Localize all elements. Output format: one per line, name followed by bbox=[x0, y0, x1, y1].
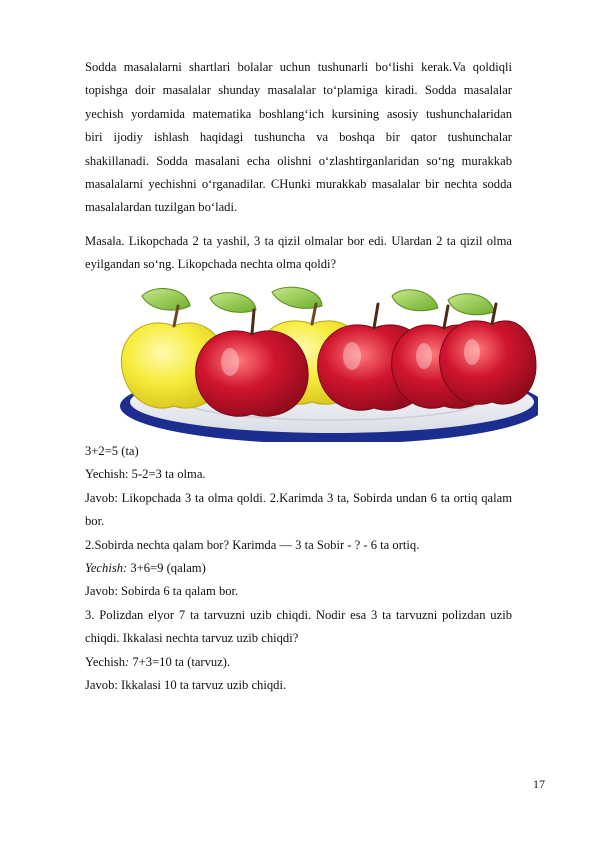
problem-paragraph bbox=[85, 230, 512, 277]
problem-line: chiqdi. Ikkalasi nechta tarvuz uzib chiqdi? bbox=[85, 631, 299, 646]
solution-line bbox=[85, 557, 512, 580]
paragraph-line: masalalarni yechishni o‘rganadilar. CHunki murakkab masalalar bir nechta sodda bbox=[85, 177, 512, 192]
answer-line: Javob: Ikkalasi 10 ta tarvuz uzib chiqdi. bbox=[85, 678, 287, 693]
red-apple-icon bbox=[440, 304, 536, 404]
intro-paragraph bbox=[85, 56, 512, 220]
paragraph-line: Sodda masalalarni shartlari bolalar uchun tushunarli bo‘lishi kerak.Va qoldiqli bbox=[85, 60, 512, 74]
solution-value: 3+6=9 (qalam) bbox=[127, 561, 206, 576]
solution-label: Yechish: bbox=[85, 561, 128, 576]
problem-line: 2.Sobirda nechta qalam bor? Karimda — 3 ta Sobir - ? - 6 ta ortiq. bbox=[85, 537, 420, 552]
paragraph-line: yechish yordamida matematika boshlang‘ich kursining asosiy tushunchalaridan bbox=[85, 106, 512, 121]
paragraph-line: masalalardan tuzilgan bo‘ladi. bbox=[85, 200, 238, 215]
equation-line: 3+2=5 (ta) bbox=[85, 444, 139, 458]
leaf-icon bbox=[142, 287, 322, 312]
leaf-icon bbox=[392, 290, 494, 315]
answer-line: Javob: Likopchada 3 ta olma qoldi. 2.Karimda 3 ta, Sobirda undan 6 ta ortiq qalam bbox=[85, 490, 512, 505]
problem-line: 3. Polizdan elyor 7 ta tarvuzni uzib chiqdi. Nodir esa 3 ta tarvuzni polizdan uzib bbox=[85, 607, 512, 622]
solution-colon: : bbox=[125, 654, 130, 669]
solution-line: Yechish: 5-2=3 ta olma. bbox=[85, 467, 206, 482]
answer-line: bor. bbox=[85, 514, 105, 529]
page-number: 17 bbox=[533, 777, 545, 791]
paragraph-line: eyilgandan so‘ng. Likopchada nechta olma qoldi? bbox=[85, 257, 337, 272]
solution-value: 7+3=10 ta (tarvuz). bbox=[129, 654, 231, 669]
answer-line: Javob: Sobirda 6 ta qalam bor. bbox=[85, 584, 239, 599]
paragraph-line: shakillanadi. Sodda masalani echa olishni o‘zlashtirganlaridan so‘ng murakkab bbox=[85, 153, 512, 168]
solution-label: Yechish bbox=[85, 654, 126, 669]
solution-line bbox=[85, 651, 512, 674]
paragraph-line: Masala. Likopchada 2 ta yashil, 3 ta qizil olmalar bor edi. Ulardan 2 ta qizil olma bbox=[85, 234, 512, 248]
paragraph-line: topishga doir masalalar shunday masalalar to‘plamiga kiradi. Sodda masalalar bbox=[85, 83, 512, 98]
paragraph-line: biri ijodiy ishlash haqidagi tushuncha va boshqa bir qator tushunchalar bbox=[85, 130, 512, 145]
apples-on-plate-icon bbox=[112, 284, 538, 442]
solutions-block bbox=[85, 440, 512, 697]
